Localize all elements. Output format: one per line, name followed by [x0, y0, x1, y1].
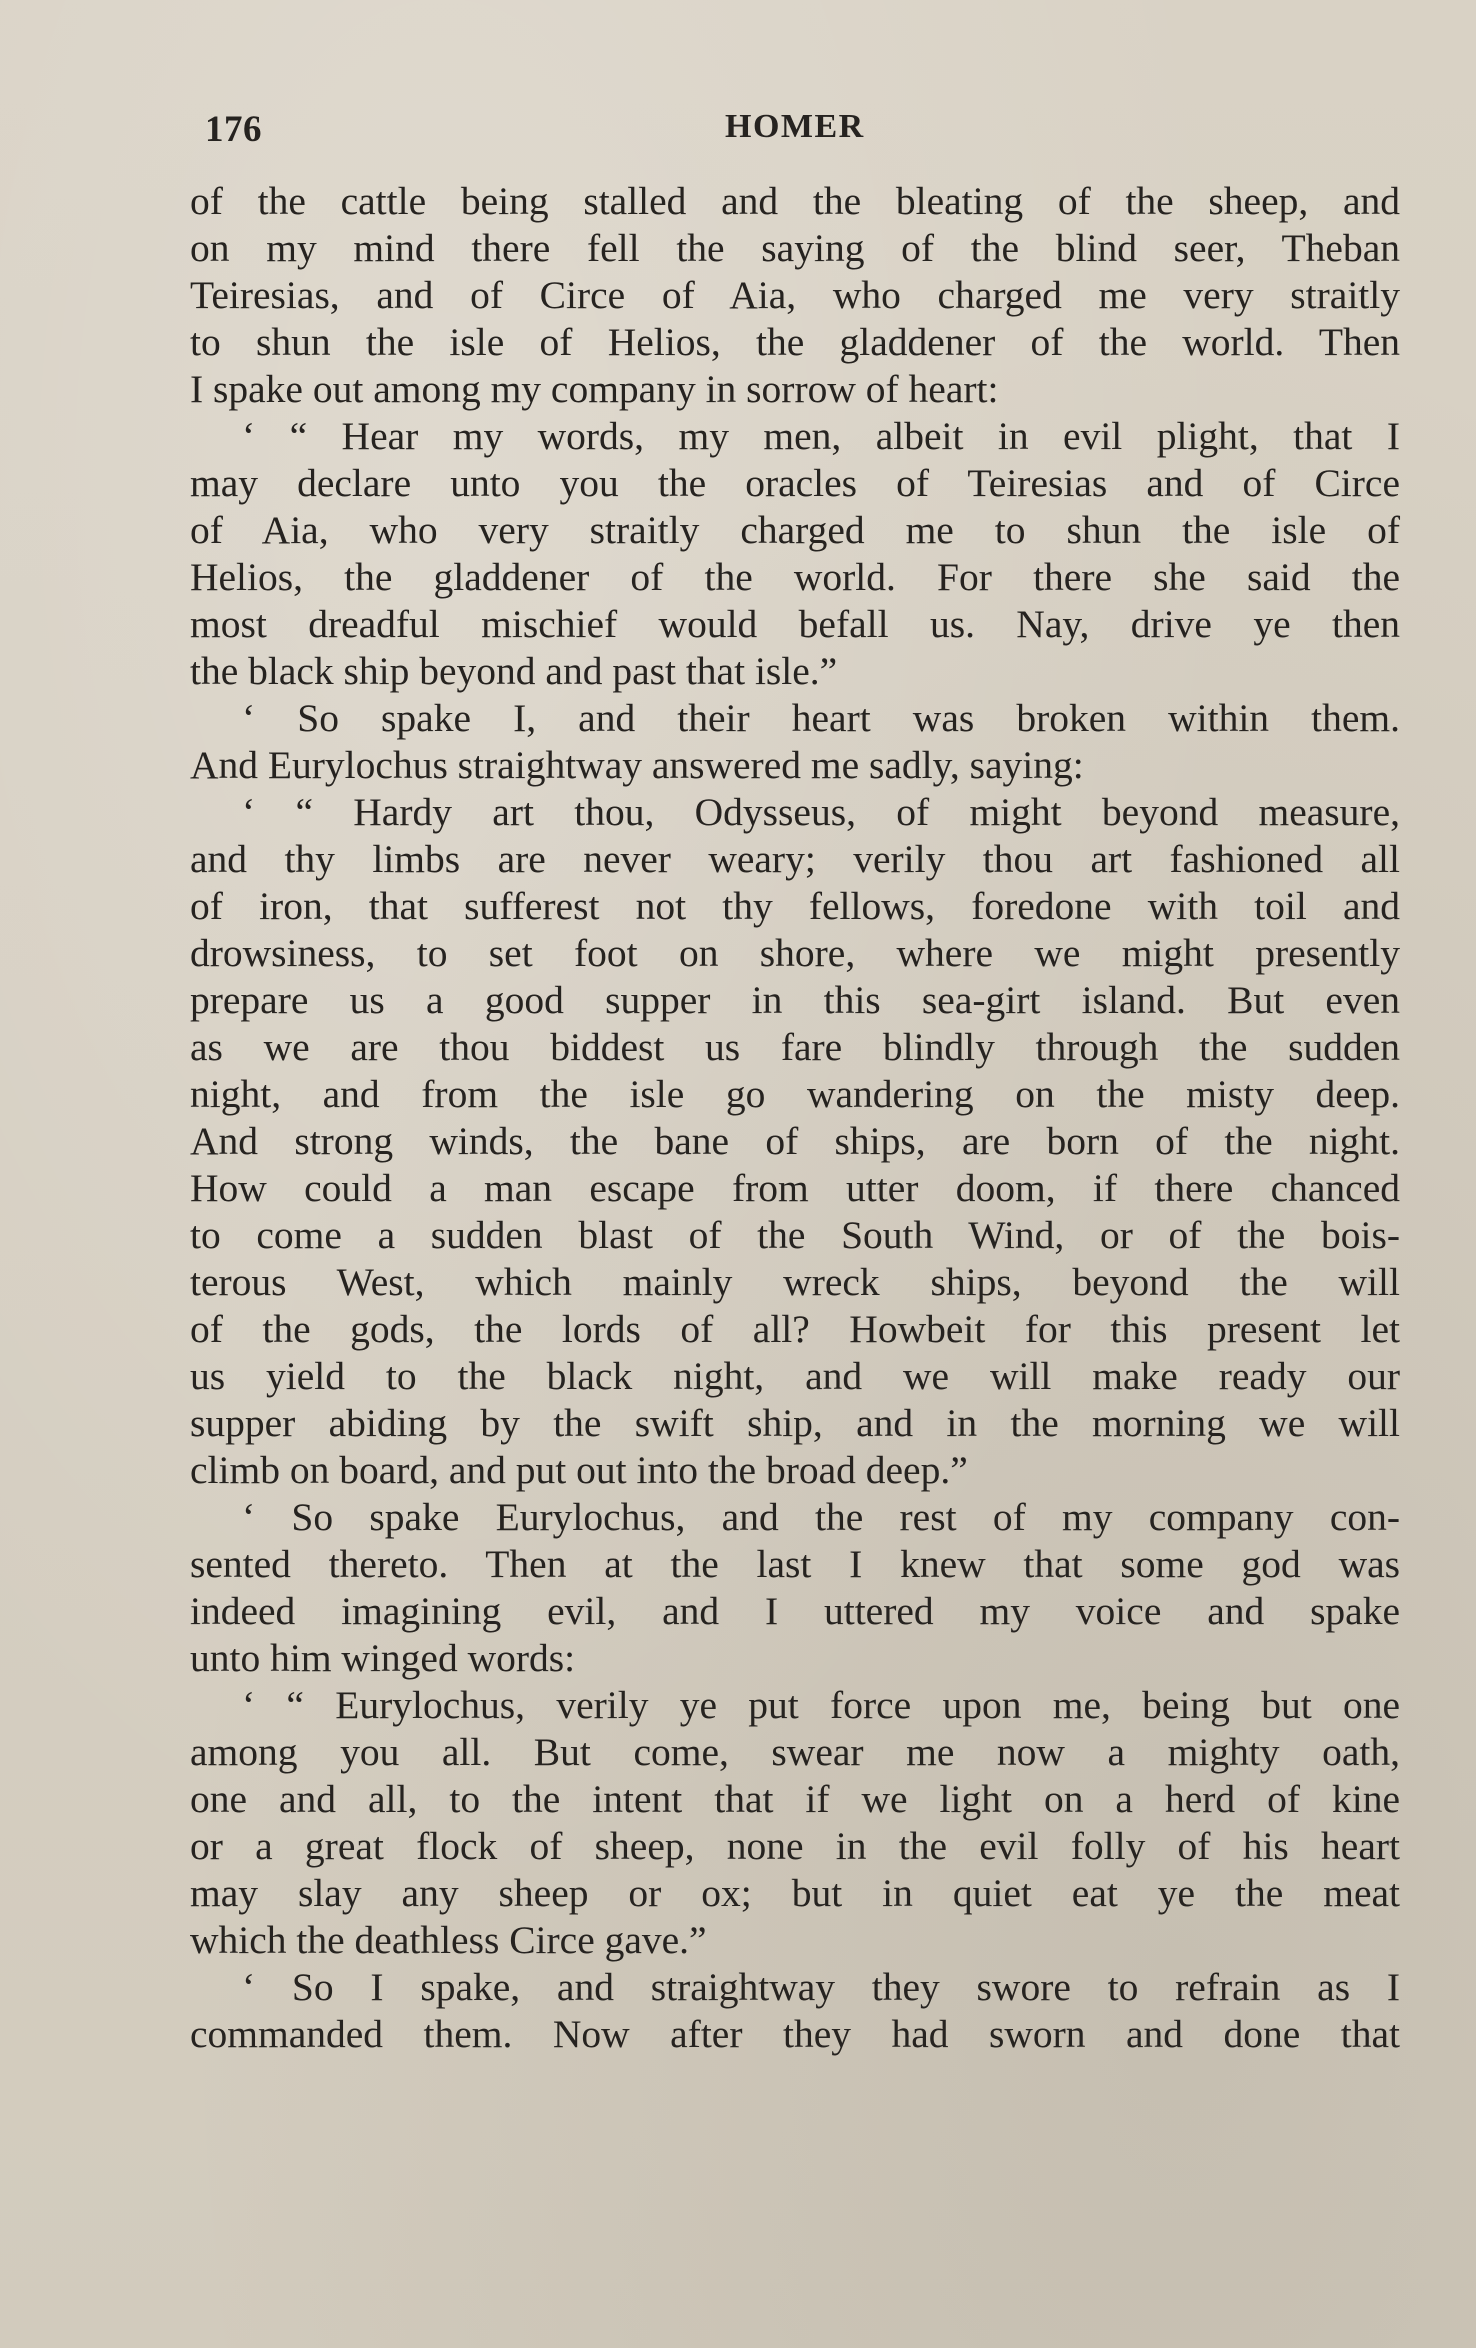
text-line: to shun the isle of Helios, the gladdener of the world. Then	[190, 320, 1400, 364]
text-line: commanded them. Now after they had sworn and done that	[190, 2012, 1400, 2056]
text-line: And strong winds, the bane of ships, are born of the night.	[190, 1119, 1400, 1163]
text-line: to come a sudden blast of the South Wind, or of the bois-	[190, 1213, 1400, 1257]
text-line: ‘ So spake I, and their heart was broken within them.	[242, 696, 1400, 740]
text-line: one and all, to the intent that if we light on a herd of kine	[190, 1777, 1400, 1821]
text-line: night, and from the isle go wandering on the misty deep.	[190, 1072, 1400, 1116]
text-line: the black ship beyond and past that isle.”	[190, 649, 838, 693]
text-line: of iron, that sufferest not thy fellows, foredone with toil and	[190, 884, 1400, 928]
text-line: I spake out among my company in sorrow of heart:	[190, 367, 999, 411]
text-line: most dreadful mischief would befall us. Nay, drive ye then	[190, 602, 1400, 646]
text-line: drowsiness, to set foot on shore, where we might presently	[190, 931, 1400, 975]
text-line: sented thereto. Then at the last I knew that some god was	[190, 1542, 1400, 1586]
text-line: ‘ So I spake, and straightway they swore to refrain as I	[242, 1965, 1400, 2009]
text-line: prepare us a good supper in this sea-girt island. But even	[190, 978, 1400, 1022]
text-line: ‘ “ Hear my words, my men, albeit in evil plight, that I	[242, 414, 1400, 458]
text-line: or a great flock of sheep, none in the evil folly of his heart	[190, 1824, 1400, 1868]
text-line: terous West, which mainly wreck ships, beyond the will	[190, 1260, 1400, 1304]
text-line: How could a man escape from utter doom, if there chanced	[190, 1166, 1400, 1210]
page-number: 176	[205, 109, 262, 150]
text-line: of the gods, the lords of all? Howbeit for this present let	[190, 1307, 1400, 1351]
text-line: of Aia, who very straitly charged me to shun the isle of	[190, 508, 1400, 552]
body-text	[190, 178, 1400, 2058]
text-line: us yield to the black night, and we will make ready our	[190, 1354, 1400, 1398]
text-line: ‘ “ Eurylochus, verily ye put force upon me, being but one	[242, 1683, 1400, 1727]
text-line: may slay any sheep or ox; but in quiet eat ye the meat	[190, 1871, 1400, 1915]
text-line: supper abiding by the swift ship, and in the morning we will	[190, 1401, 1400, 1445]
text-line: of the cattle being stalled and the bleating of the sheep, and	[190, 179, 1400, 223]
running-title: HOMER	[725, 108, 865, 145]
text-line: Teiresias, and of Circe of Aia, who charged me very straitly	[190, 273, 1400, 317]
text-line: indeed imagining evil, and I uttered my voice and spake	[190, 1589, 1400, 1633]
text-line: ‘ So spake Eurylochus, and the rest of my company con-	[242, 1495, 1400, 1539]
text-line: And Eurylochus straightway answered me sadly, saying:	[190, 743, 1084, 787]
text-line: ‘ “ Hardy art thou, Odysseus, of might beyond measure,	[242, 790, 1400, 834]
text-line: as we are thou biddest us fare blindly through the sudden	[190, 1025, 1400, 1069]
text-line: may declare unto you the oracles of Teiresias and of Circe	[190, 461, 1400, 505]
text-line: among you all. But come, swear me now a mighty oath,	[190, 1730, 1400, 1774]
text-line: Helios, the gladdener of the world. For there she said the	[190, 555, 1400, 599]
text-line: and thy limbs are never weary; verily thou art fashioned all	[190, 837, 1400, 881]
text-line: on my mind there fell the saying of the blind seer, Theban	[190, 226, 1400, 270]
text-line: which the deathless Circe gave.”	[190, 1918, 707, 1962]
text-line: unto him winged words:	[190, 1636, 576, 1680]
text-line: climb on board, and put out into the broad deep.”	[190, 1448, 968, 1492]
running-head	[205, 108, 1395, 158]
